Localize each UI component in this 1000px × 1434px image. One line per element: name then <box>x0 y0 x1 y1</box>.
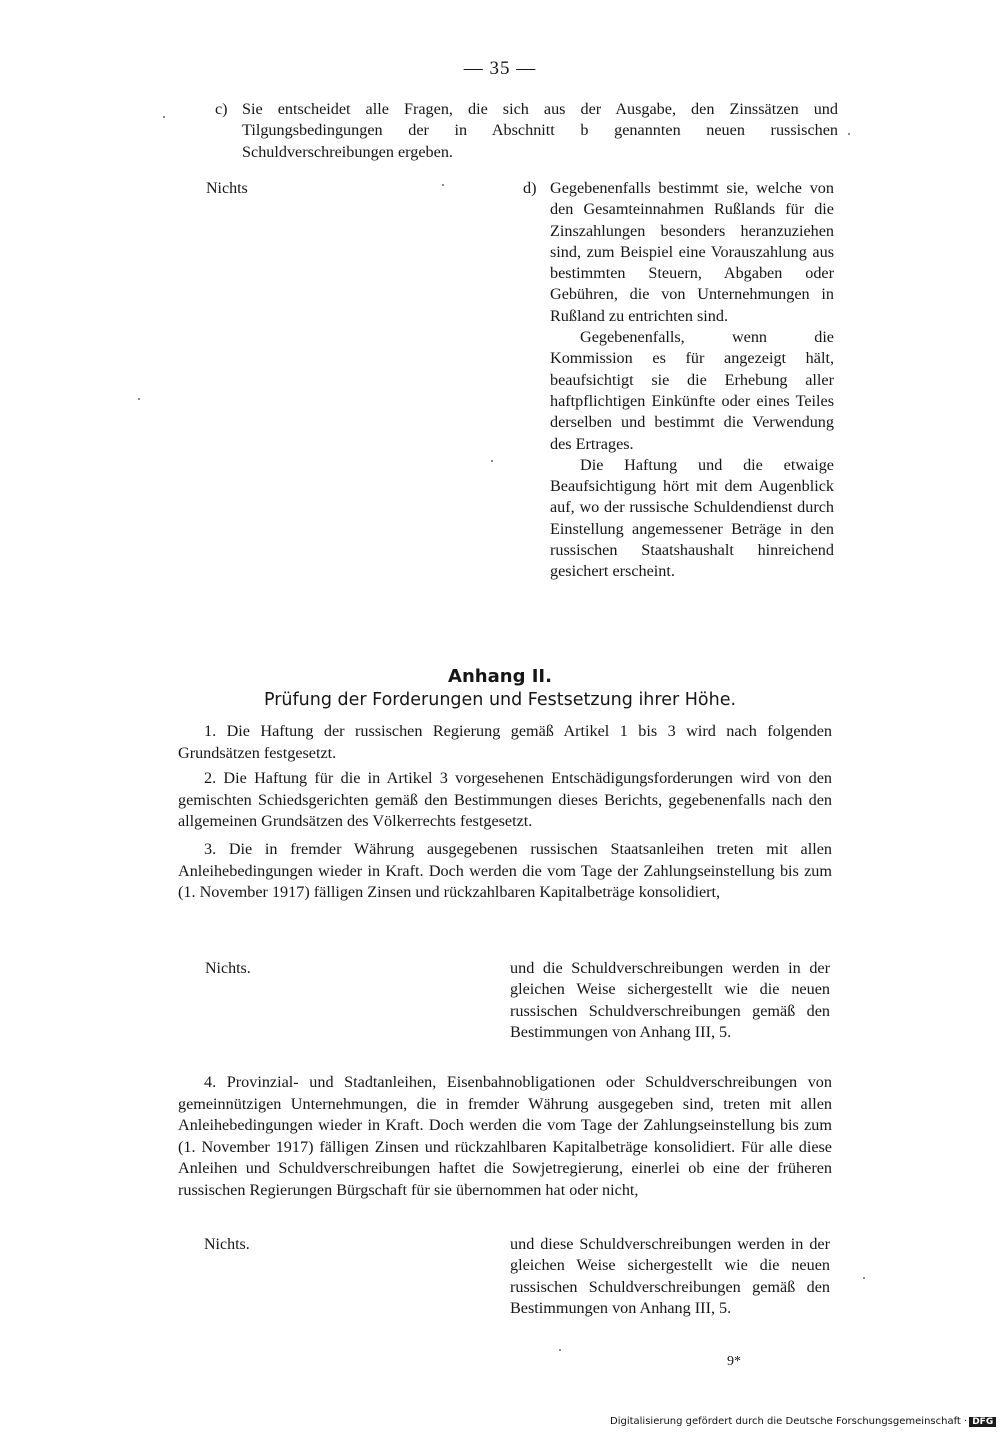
scan-speck <box>491 460 493 462</box>
paragraph-d-column <box>550 178 834 583</box>
item-3-continuation: und die Schuldverschreibungen werden in der gleichen Weise sichergestellt wie die neuen russischen Schuldverschreibungen gemäß den Bestimmungen von Anhang III, 5. <box>510 959 830 1041</box>
footer-credit <box>610 1416 996 1427</box>
paragraph-d-text-3: Die Haftung und die etwaige Beaufsichtigung hört mit dem Augenblick auf, wo der russische Schuldendienst durch Einstellung angemessener Beträge in den russischen Staatshaushalt hinreichend gesichert erscheint. <box>550 455 834 581</box>
paragraph-d-label: d) <box>523 179 537 197</box>
paragraph-d-text-2: Gegebenenfalls, wenn die Kommission es für angezeigt hält, beaufsichtigt sie die Erhebung aller haftpflichtigen Einkünfte oder eines Teiles derselben und bestimmt die Verwendung des Ertrages. <box>550 328 834 453</box>
page-number: — 35 — <box>463 58 537 79</box>
signature-mark: 9* <box>727 1354 741 1369</box>
item-2: 2. Die Haftung für die in Artikel 3 vorgesehenen Entschädigungsforderungen wird von den gemischten Schiedsgerichten gemäß den Bestimmungen dieses Berichts, gegebenenfalls nach den allgemeinen Grundsätzen des Völkerrechts festgesetzt. <box>178 769 832 830</box>
scan-speck <box>163 116 165 118</box>
paragraph-c <box>215 99 838 163</box>
nichts-label-d: Nichts <box>206 180 248 197</box>
dfg-logo: DFG <box>969 1417 996 1427</box>
footer-text: Digitalisierung gefördert durch die Deutsche Forschungsgemeinschaft · <box>610 1416 968 1427</box>
nichts-label-3: Nichts. <box>205 960 251 977</box>
paragraph-c-label: c) <box>215 100 228 118</box>
item-1: 1. Die Haftung der russischen Regierung gemäß Artikel 1 bis 3 wird nach folgenden Grundsätzen festgesetzt. <box>178 722 832 762</box>
scan-speck <box>138 398 140 400</box>
nichts-label-4: Nichts. <box>204 1236 250 1253</box>
paragraph-c-text: Sie entscheidet alle Fragen, die sich aus der Ausgabe, den Zinssätzen und Tilgungsbedingungen der in Abschnitt b genannten neuen russischen Schuldverschreibungen ergeben. <box>242 100 838 161</box>
scan-speck <box>442 184 444 186</box>
item-3: 3. Die in fremder Währung ausgegebenen russischen Staatsanleihen treten mit allen Anleihebedingungen wieder in Kraft. Doch werden die vom Tage der Zahlungseinstellung bis zum (1. November 1917) fälligen Zinsen und rückzahlbaren Kapitalbeträge konsolidiert, <box>178 840 832 901</box>
scan-speck <box>863 1277 865 1279</box>
scan-speck <box>559 1349 561 1351</box>
anhang-title: Anhang II. <box>448 666 552 687</box>
item-4-continuation: und diese Schuldverschreibungen werden in der gleichen Weise sichergestellt wie die neuen russischen Schuldverschreibungen gemäß den Bestimmungen von Anhang III, 5. <box>510 1235 830 1317</box>
paragraph-d-text-1: Gegebenenfalls bestimmt sie, welche von den Gesamteinnahmen Rußlands für die Zinszahlungen besonders heranzuziehen sind, zum Beispiel eine Vorauszahlung aus bestimmten Steuern, Abgaben oder Gebühren, die von Unternehmungen in Rußland zu entrichten sind. <box>550 179 834 325</box>
anhang-subtitle: Prüfung der Forderungen und Festsetzung ihrer Höhe. <box>263 690 737 710</box>
scan-speck <box>848 133 850 135</box>
item-4: 4. Provinzial- und Stadtanleihen, Eisenbahnobligationen oder Schuldverschreibungen von gemeinnützigen Unternehmungen, die in fremder Währung ausgegeben sind, treten mit allen Anleihebedingungen wieder in Kraft. Doch werden die vom Tage der Zahlungseinstellung bis zum (1. November 1917) fälligen Zinsen und rückzahlbaren Kapitalbeträge konsolidiert. Für alle diese Anleihen und Schuldverschreibungen haftet die Sowjetregierung, einerlei ob eine der früheren russischen Regierungen Bürgschaft für sie übernommen hat oder nicht, <box>178 1073 832 1199</box>
